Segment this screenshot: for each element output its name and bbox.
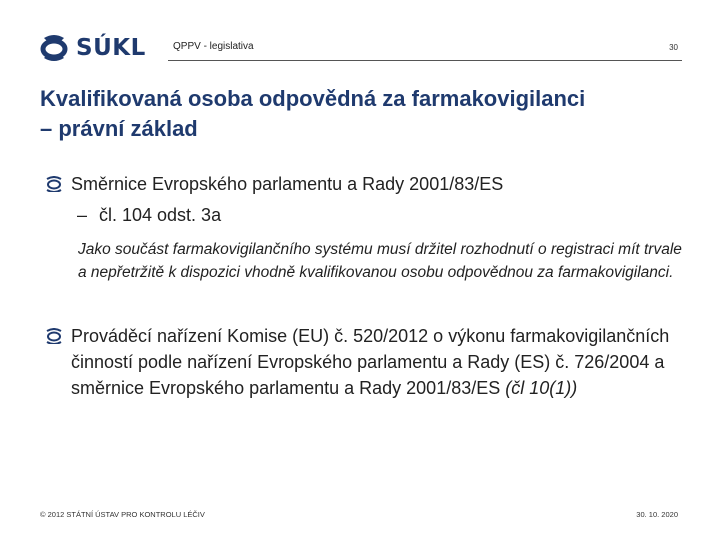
- title-line-1: Kvalifikovaná osoba odpovědná za farmakovigilanci: [40, 86, 586, 111]
- title-line-2: – právní základ: [40, 116, 198, 141]
- header-divider: [168, 60, 682, 61]
- sub-item-article: [77, 205, 221, 226]
- regulation-text: Prováděcí nařízení Komise (EU) č. 520/2012 o výkonu farmakovigilančních činností podle nařízení Evropského parlamentu a Rady (ES) č. 726/2004 a směrnice Evropského parlamentu a Rady 2001/83/ES: [71, 326, 670, 398]
- bullet-directive-text: Směrnice Evropského parlamentu a Rady 2001/83/ES: [71, 174, 504, 194]
- sub-item-dash: –: [77, 205, 88, 225]
- logo-text: SÚKL: [76, 35, 146, 61]
- bullet-regulation-text: [71, 323, 685, 401]
- regulation-article-ref: (čl 10(1)): [505, 378, 578, 398]
- sub-item-text: čl. 104 odst. 3a: [99, 205, 222, 225]
- sukl-emblem-icon: [38, 34, 70, 62]
- bullet-regulation: [45, 323, 685, 401]
- page-number: 30: [669, 43, 678, 52]
- header-subtitle: QPPV - legislativa: [173, 41, 254, 52]
- sukl-logo: [38, 34, 146, 62]
- footer-copyright: © 2012 STÁTNÍ ÚSTAV PRO KONTROLU LÉČIV: [40, 510, 205, 519]
- slide-title: [40, 84, 690, 144]
- footer-date: 30. 10. 2020: [636, 510, 678, 519]
- bullet-icon: [45, 328, 63, 344]
- bullet-icon: [45, 176, 63, 192]
- article-quote: Jako součást farmakovigilančního systému musí držitel rozhodnutí o registraci mít trvale a nepřetržitě k dispozici vhodně kvalifikovanou osobu odpovědnou za farmakovigilanci.: [78, 241, 682, 281]
- bullet-directive: [45, 171, 685, 197]
